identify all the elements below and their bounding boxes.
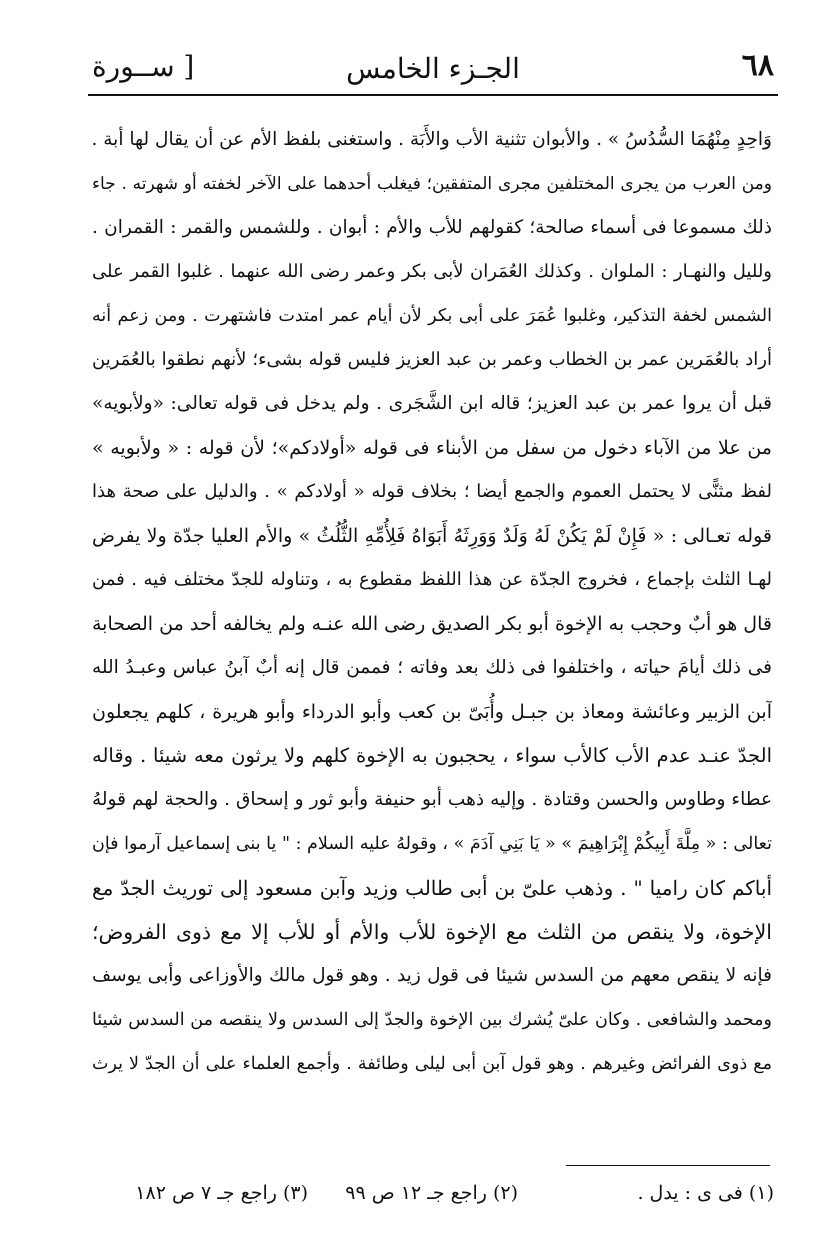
- text-line: من علا من الآباء دخول من سفل من الأبناء فى قوله «أولادكم»؛ لأن قوله : « ولأبويه »: [92, 437, 772, 459]
- text-line: عطاء وطاوس والحسن وقتادة . وإليه ذهب أبو حنيفة وأبو ثور و إسحاق . والحجة لهم قولهُ: [92, 789, 772, 810]
- text-line: لفظ مثنًّى لا يحتمل العموم والجمع أيضا ؛ بخلاف قوله « أولادكم » . والدليل على صحة هذا: [92, 481, 772, 502]
- juz-title: الجـزء الخامس: [346, 52, 520, 85]
- text-line: ومن العرب من يجرى المختلفين مجرى المتفقين؛ فيغلب أحدهما على الآخر لخفته أو شهرته . جاء: [92, 174, 772, 194]
- text-line: لهـا الثلث بإجماع ، فخروج الجدّة عن هذا اللفظ مقطوع به ، وتناوله للجدّ مختلف فيه . فمن: [92, 569, 772, 590]
- page-header: [88, 44, 778, 90]
- text-line: وَاحِدٍ مِنْهُمَا السُّدُسُ » . والأبوان تثنية الأب والأَبَة . واستغنى بلفظ الأم عن أن يقال لها أبة .: [92, 129, 772, 150]
- text-line: الجدّ عنـد عدم الأب كالأب سواء ، يحجبون به الإخوة كلهم ولا يرثون معه شيئا . وقاله: [92, 744, 772, 767]
- footnote-1: (١) فى ى : يدل .: [637, 1182, 774, 1204]
- text-line: قوله تعـالى : « فَإِنْ لَمْ يَكُنْ لَهُ وَلَدٌ وَوَرِثَهُ أَبَوَاهُ فَلِأُمِّهِ الثُّلُثُ » والأم العليا جدّة ولا يفرض: [92, 525, 772, 547]
- text-line: أراد بالعُمَرين عمر بن الخطاب وعمر بن عبد العزيز فليس قوله بشىء؛ لأنهم نطقوا بالعُمَرين: [92, 349, 772, 370]
- text-line: آبن الزبير وعائشة ومعاذ بن جبـل وأُبَىّ بن كعب وأبو الدرداء وأبو هريرة ، كلهم يجعلون: [92, 701, 772, 723]
- text-line: مع ذوى الفرائض وغيرهم . وهو قول آبن أبى ليلى وطائفة . وأجمع العلماء على أن الجدّ لا يرث: [92, 1054, 772, 1074]
- footnotes: [120, 1182, 778, 1218]
- text-line: قبل أن يروا عمر بن عبد العزيز؛ قاله ابن الشَّجَرى . ولم يدخل فى قوله تعالى: «ولأبويه»: [92, 393, 772, 414]
- text-line: فإنه لا ينقص معهم من السدس شيئا فى قول زيد . وهو قول مالك والأوزاعى وأبى يوسف: [92, 965, 772, 986]
- text-line: الشمس لخفة التذكير، وغلبوا عُمَرَ على أبى بكر لأن أيام عمر امتدت فاشتهرت . ومن زعم أنه: [92, 306, 772, 326]
- footnote-3: (٣) راجع جـ ٧ ص ١٨٢: [135, 1182, 308, 1204]
- text-line: الإخوة، ولا ينقص من الثلث مع الإخوة للأب والأم أو للأب إلا مع ذوى الفروض؛: [92, 920, 772, 944]
- body-text: [92, 118, 772, 1086]
- surah-label: [ ســورة: [92, 50, 195, 83]
- footnote-divider: [566, 1165, 770, 1166]
- footnote-2: (٢) راجع جـ ١٢ ص ٩٩: [345, 1182, 518, 1204]
- text-line: قال هو أبٌ وحجب به الإخوة أبو بكر الصديق رضى الله عنـه ولم يخالفه أحد من الصحابة: [92, 613, 772, 635]
- text-line: ومحمد والشافعى . وكان علىّ يُشرك بين الإخوة والجدّ إلى السدس ولا ينقصه من السدس شيئا: [92, 1010, 772, 1030]
- text-line: ذلك مسموعا فى أسماء صالحة؛ كقولهم للأب والأم : أبوان . وللشمس والقمر : القمران .: [92, 217, 772, 238]
- text-line: ولليل والنهـار : الملوان . وكذلك العُمَران لأبى بكر وعمر رضى الله عنهما . غلبوا القمر على: [92, 261, 772, 282]
- text-line: فى ذلك أيامَ حياته ، واختلفوا فى ذلك بعد وفاته ؛ فممن قال إنه أبٌ آبنُ عباس وعبـدُ الله: [92, 657, 772, 678]
- text-line: أباكم كان راميا " . وذهب علىّ بن أبى طالب وزيد وآبن مسعود إلى توريث الجدّ مع: [92, 876, 772, 900]
- text-line: تعالى : « مِلَّةَ أَبِيكُمْ إِبْرَاهِيمَ » « يَا بَنِي آدَمَ » ، وقولهُ عليه السلام : " يا بنى إسماعيل آرموا فإن: [92, 834, 772, 854]
- page-number: ٦٨: [741, 48, 774, 83]
- header-divider: [88, 94, 778, 96]
